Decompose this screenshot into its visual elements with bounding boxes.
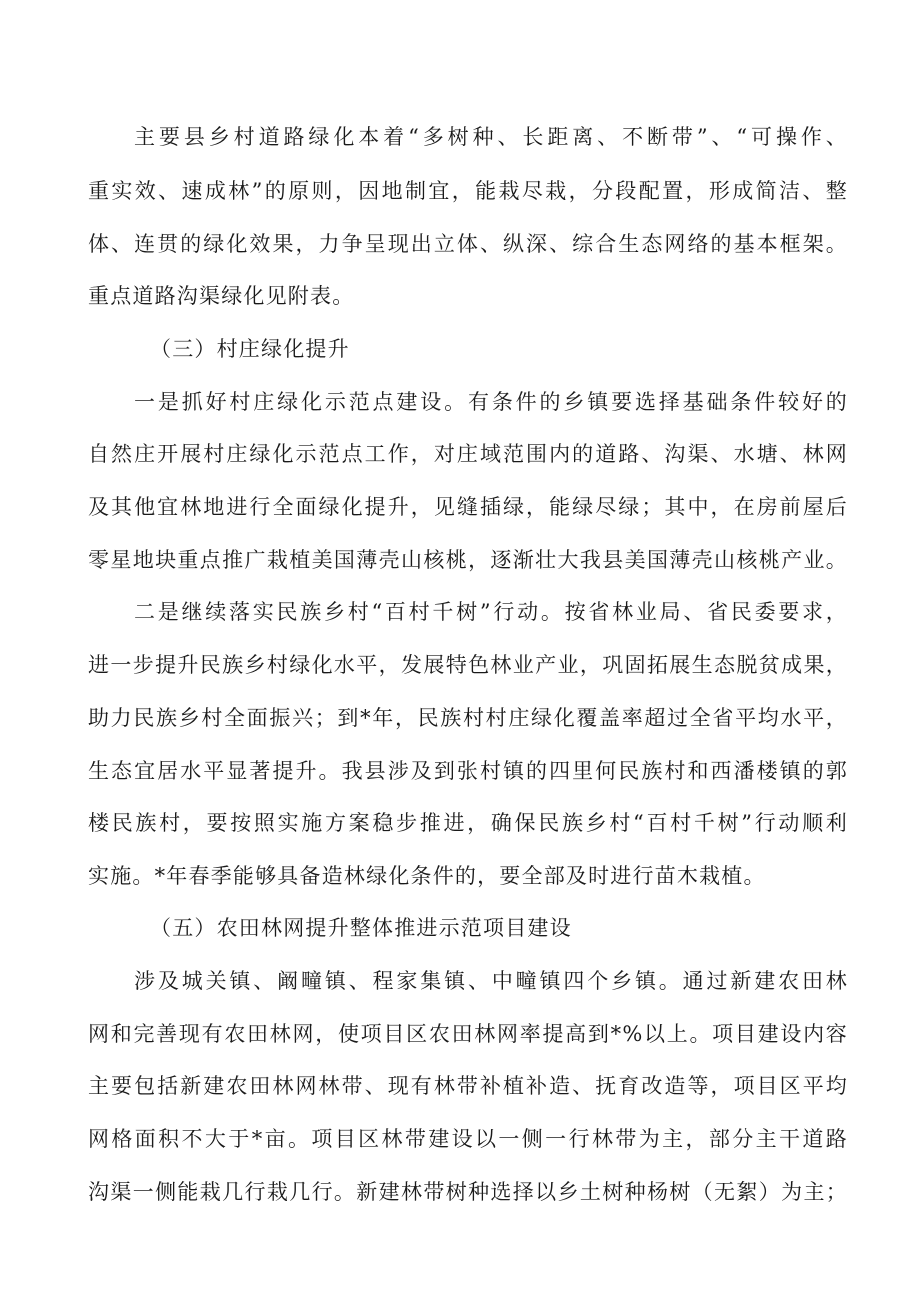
paragraph-line: 及其他宜林地进行全面绿化提升，见缝插绿，能绿尽绿；其中，在房前屋后 <box>88 495 848 519</box>
paragraph-line: 沟渠一侧能栽几行栽几行。新建林带树种选择以乡土树种杨树（无絮）为主； <box>88 1180 848 1204</box>
paragraph-line: 一是抓好村庄绿化示范点建设。有条件的乡镇要选择基础条件较好的 <box>134 390 848 414</box>
paragraph-line: 零星地块重点推广栽植美国薄壳山核桃，逐渐壮大我县美国薄壳山核桃产业。 <box>88 548 848 572</box>
paragraph-line: 实施。*年春季能够具备造林绿化条件的，要全部及时进行苗木栽植。 <box>88 864 766 888</box>
paragraph-line: 助力民族乡村全面振兴；到*年，民族村村庄绿化覆盖率超过全省平均水平， <box>88 706 848 730</box>
paragraph-line: 生态宜居水平显著提升。我县涉及到张村镇的四里何民族村和西潘楼镇的郭 <box>88 759 848 783</box>
paragraph-line: 自然庄开展村庄绿化示范点工作，对庄域范围内的道路、沟渠、水塘、林网 <box>88 442 848 466</box>
paragraph-line: 网格面积不大于*亩。项目区林带建设以一侧一行林带为主，部分主干道路 <box>88 1127 848 1151</box>
paragraph-line: 重点道路沟渠绿化见附表。 <box>88 284 355 308</box>
paragraph-line: 楼民族村，要按照实施方案稳步推进，确保民族乡村“百村千树”行动顺利 <box>88 811 848 835</box>
paragraph-line: 二是继续落实民族乡村“百村千树”行动。按省林业局、省民委要求， <box>134 600 848 624</box>
section-heading: （五）农田林网提升整体推进示范项目建设 <box>150 916 572 940</box>
paragraph-line: 主要县乡村道路绿化本着“多树种、长距离、不断带”、“可操作、 <box>134 125 848 149</box>
paragraph-line: 进一步提升民族乡村绿化水平，发展特色林业产业，巩固拓展生态脱贫成果， <box>88 653 848 677</box>
section-heading: （三）村庄绿化提升 <box>150 337 350 361</box>
paragraph-line: 重实效、速成林”的原则，因地制宜，能栽尽栽，分段配置，形成简洁、整 <box>88 179 848 203</box>
paragraph-line: 主要包括新建农田林网林带、现有林带补植补造、抚育改造等，项目区平均 <box>88 1074 848 1098</box>
paragraph-line: 涉及城关镇、阚疃镇、程家集镇、中疃镇四个乡镇。通过新建农田林 <box>134 969 848 993</box>
paragraph-line: 网和完善现有农田林网，使项目区农田林网率提高到*%以上。项目建设内容 <box>88 1022 848 1046</box>
paragraph-line: 体、连贯的绿化效果，力争呈现出立体、纵深、综合生态网络的基本框架。 <box>88 232 848 256</box>
